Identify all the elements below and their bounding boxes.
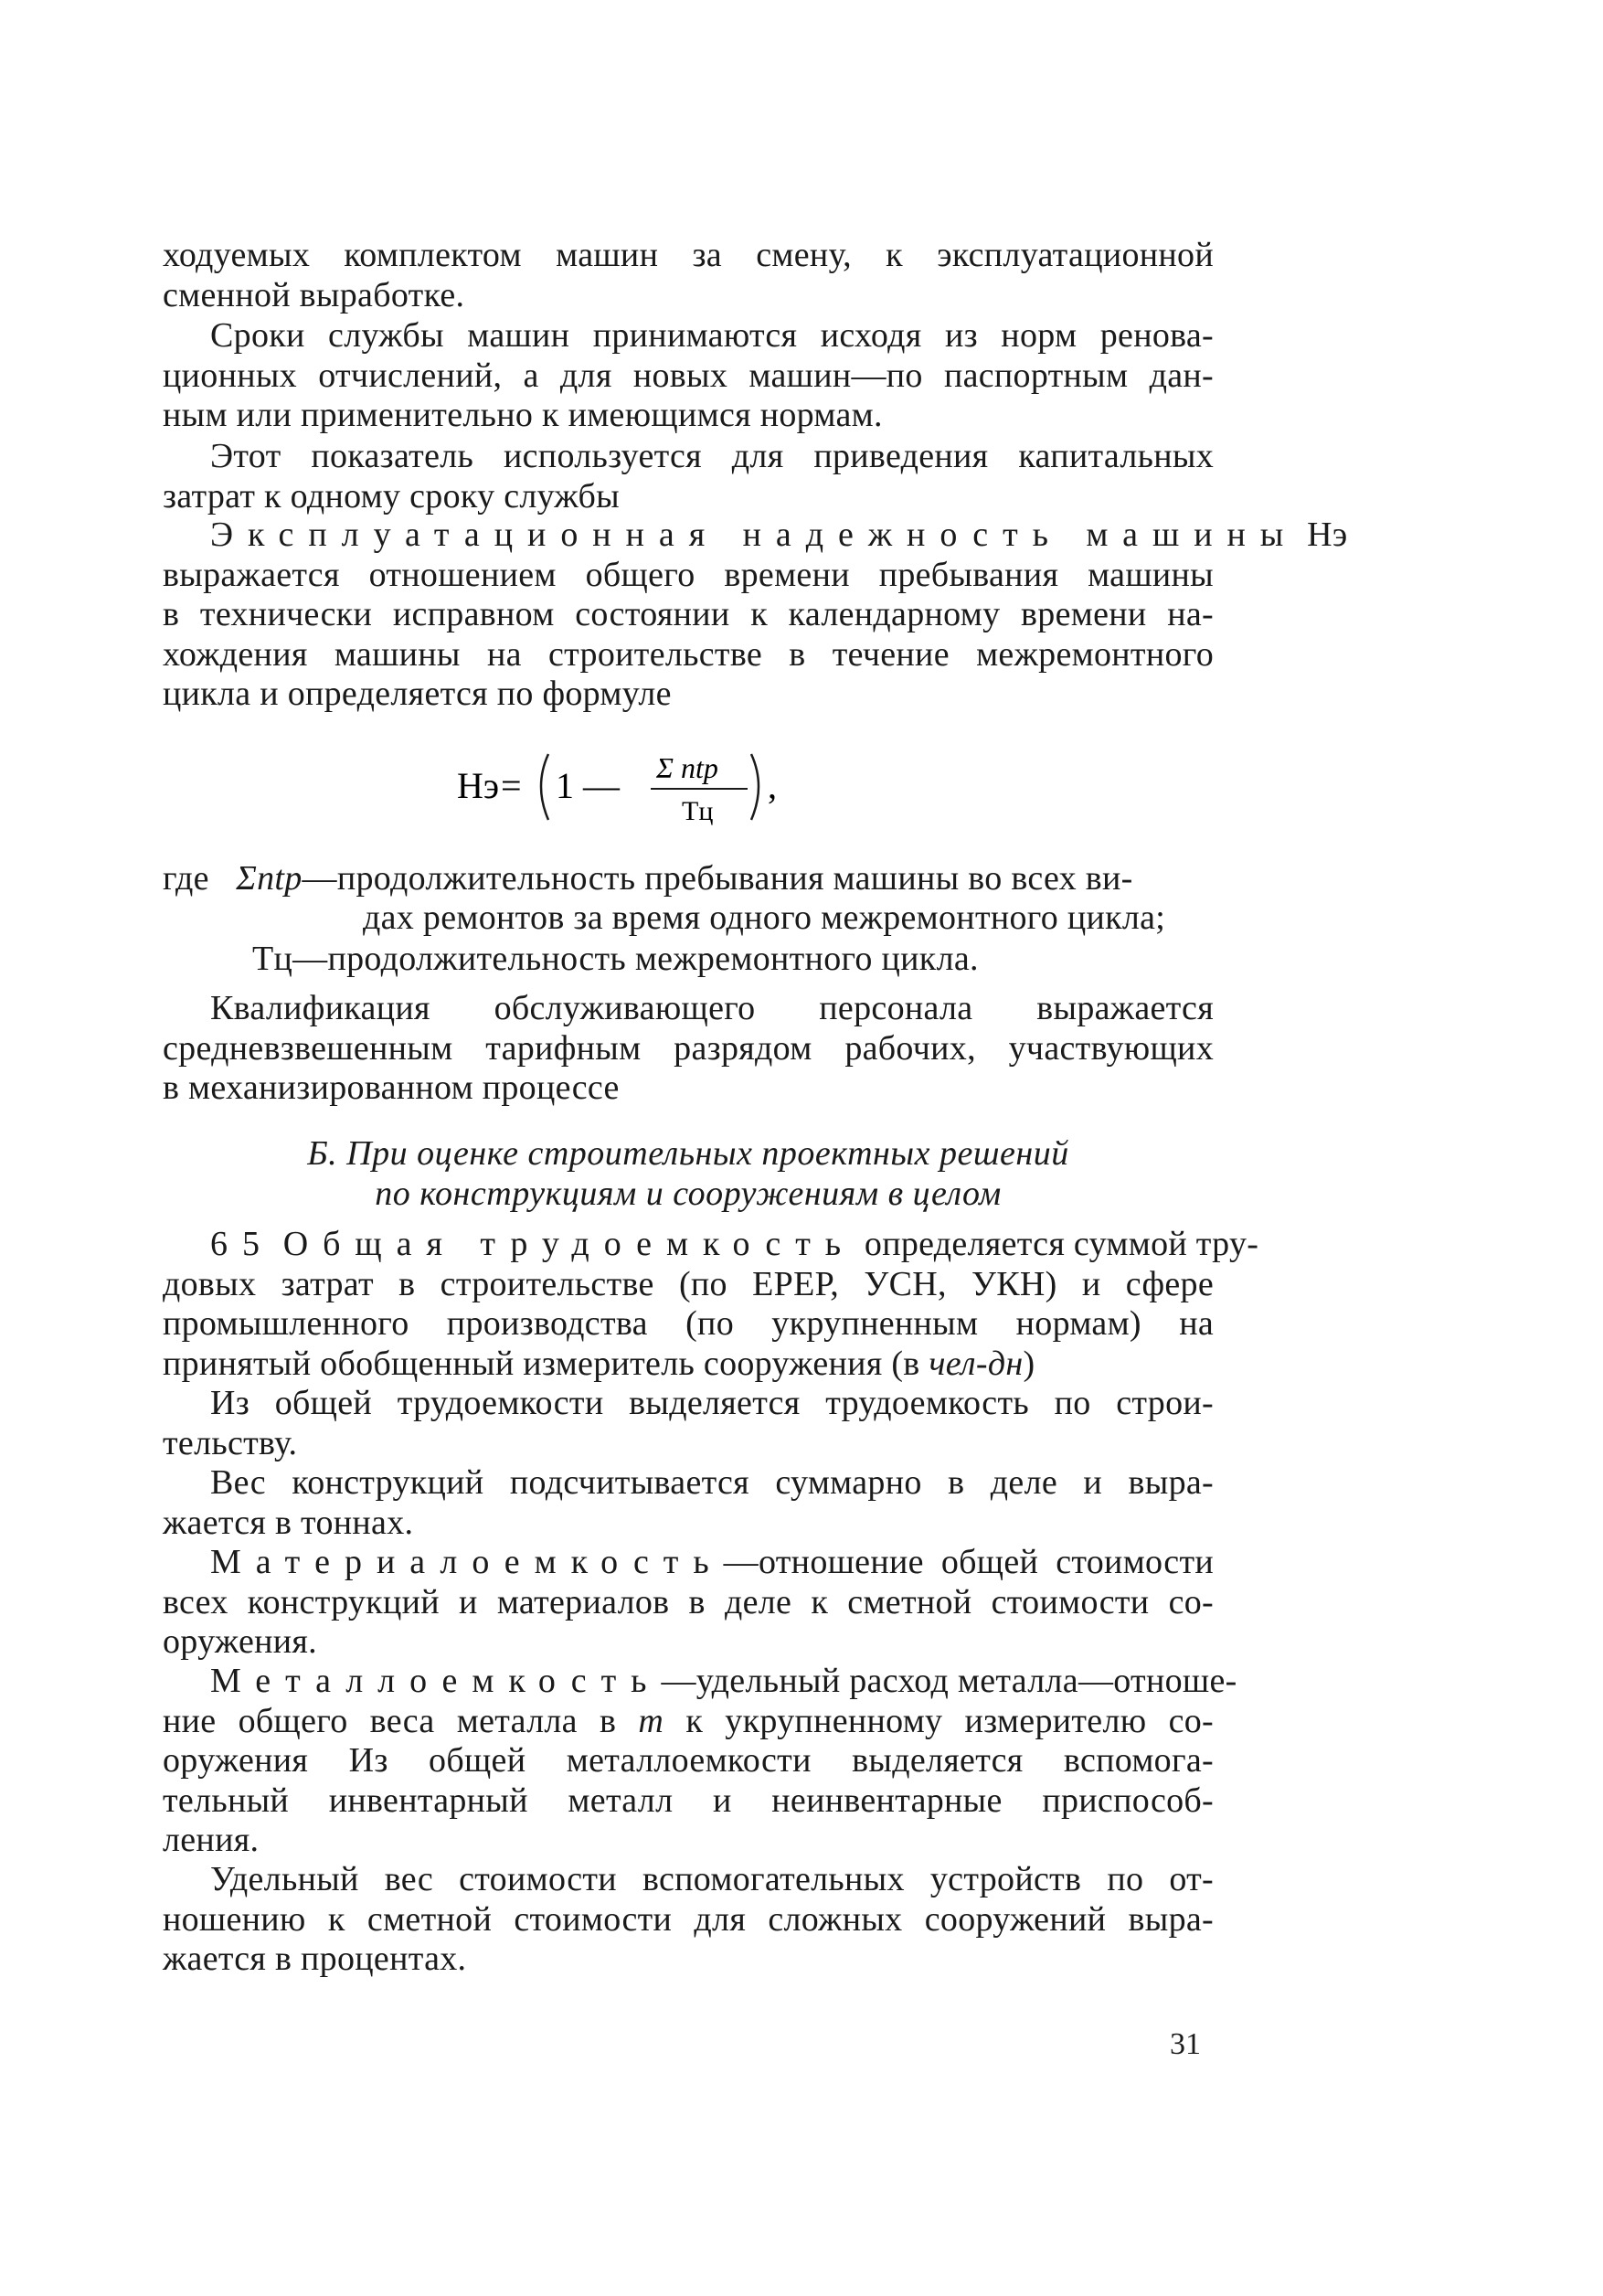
text-line <box>163 1702 1214 1742</box>
formula-drawing <box>457 736 841 836</box>
text-line: Из общей трудоемкости выделяется трудоемкость по строи- <box>210 1384 1214 1422</box>
text-line: оружения. <box>163 1622 317 1662</box>
term-metal: Металлоемкость <box>210 1662 662 1700</box>
paragraph-qualification <box>163 989 1214 1109</box>
paragraph-service-life <box>163 316 1214 436</box>
paragraph-continuation <box>163 236 1214 315</box>
definition-cycle-text: —продолжительность межремонтного цикла. <box>292 940 979 978</box>
heading-line: по конструкциям и сооружениям в целом <box>375 1175 1002 1213</box>
definition-cycle-symbol: Тц <box>252 940 293 978</box>
text-line <box>163 516 1348 556</box>
text-line: Удельный вес стоимости вспомогательных устройств по от- <box>210 1860 1214 1898</box>
text-line: всех конструкций и материалов в деле к сметной стоимости со- <box>163 1582 1214 1621</box>
text-line <box>163 1662 1237 1702</box>
formula-equals: = <box>501 765 522 806</box>
paragraph-metal <box>163 1662 1237 1861</box>
formula-denominator: Тц <box>682 796 714 826</box>
text-line: Вес конструкций подсчитывается суммарно в деле и выра- <box>210 1463 1214 1502</box>
text-line: ционных отчислений, а для новых машин—по паспортным дан- <box>163 356 1214 395</box>
text-line: довых затрат в строительстве (по ЕРЕР, УСН, УКН) и сфере <box>163 1264 1214 1303</box>
paragraph-indicator <box>163 437 1214 516</box>
formula-one: 1 — <box>556 765 620 806</box>
text-line: в технически исправном состоянии к календарному времени на- <box>163 595 1214 634</box>
term-material: Материалоемкость <box>210 1543 724 1581</box>
unit-italic: чел-дн <box>929 1344 1024 1383</box>
definition-where: где <box>163 859 209 898</box>
text-line: цикла и определяется по формуле <box>163 675 672 714</box>
text-line: жается в процентах. <box>163 1940 467 1979</box>
text-line: затрат к одному сроку службы <box>163 476 620 516</box>
term-reliability: Эксплуатационная надежность машины <box>210 516 1299 554</box>
definition-sum-symbol: Σntр <box>236 859 303 898</box>
text-line: тельству. <box>163 1423 298 1462</box>
text-line: тельный инвентарный металл и неинвентарные приспособ- <box>163 1780 1214 1820</box>
section-heading <box>163 1133 1214 1214</box>
paragraph-share <box>163 1860 1214 1980</box>
text-fragment: —отношение общей стоимости <box>723 1543 1214 1581</box>
text-line <box>163 1225 1259 1265</box>
paragraph-65 <box>163 1225 1259 1384</box>
text-fragment: к укрупненному измерителю со- <box>663 1701 1214 1740</box>
paragraph-weight <box>163 1463 1214 1543</box>
text-line: в механизированном процессе <box>163 1068 620 1108</box>
text-fragment: определяется суммой тру- <box>864 1225 1259 1263</box>
text-line: Сроки службы машин принимаются исходя из норм ренова- <box>210 316 1214 355</box>
text-line: ления. <box>163 1821 260 1860</box>
text-line: сменной выработке. <box>163 275 465 314</box>
text-fragment: —удельный расход металла—отноше- <box>661 1662 1237 1700</box>
text-line: оружения Из общей металлоемкости выделяется вспомога- <box>163 1741 1214 1780</box>
text-line: жается в тоннах. <box>163 1503 414 1542</box>
symbol-reliability: Нэ <box>1307 516 1348 554</box>
paragraph-material <box>163 1543 1214 1663</box>
text-line: Квалификация обслуживающего персонала выражается <box>210 989 1214 1027</box>
text-line <box>163 1345 1214 1385</box>
definition-sum-text: —продолжительность пребывания машины во всех ви- <box>302 859 1133 898</box>
paragraph-labor <box>163 1384 1214 1463</box>
paragraph-reliability <box>163 516 1348 715</box>
formula-numerator: Σ ntр <box>656 751 718 784</box>
formula-lhs: Нэ <box>457 765 500 806</box>
formula <box>457 736 841 836</box>
definition-sum <box>163 859 1133 898</box>
text-fragment: принятый обобщенный измеритель сооружения (в <box>163 1344 929 1383</box>
text-line: ношению к сметной стоимости для сложных сооружений выра- <box>163 1899 1214 1939</box>
text-line: Этот показатель используется для приведения капитальных <box>210 437 1214 475</box>
text-line: ным или применительно к имеющимся нормам. <box>163 396 883 435</box>
text-line: хождения машины на строительстве в течение межремонтного <box>163 634 1214 674</box>
heading-line: Б. При оценке строительных проектных решений <box>307 1134 1069 1173</box>
text-line: средневзвешенным тарифным разрядом рабочих, участвующих <box>163 1028 1214 1068</box>
text-line: ходуемых комплектом машин за смену, к эксплуатационной <box>163 236 1214 274</box>
term-labor: Общая трудоемкость <box>282 1225 856 1263</box>
text-line <box>163 1543 1214 1583</box>
text-line: промышленного производства (по укрупненным нормам) на <box>163 1304 1214 1344</box>
paragraph-number: 65 <box>210 1225 274 1263</box>
unit-italic: т <box>638 1701 664 1740</box>
page-number: 31 <box>1170 2027 1201 2061</box>
text-fragment: ) <box>1023 1344 1035 1383</box>
text-fragment: ние общего веса металла в <box>163 1701 639 1740</box>
text-line: дах ремонтов за время одного межремонтного цикла; <box>363 898 1166 937</box>
formula-left-paren <box>541 754 548 820</box>
formula-right-paren <box>751 754 759 820</box>
text-line: выражается отношением общего времени пребывания машины <box>163 555 1214 594</box>
definition-cycle <box>252 940 979 979</box>
formula-tail: , <box>768 765 777 806</box>
